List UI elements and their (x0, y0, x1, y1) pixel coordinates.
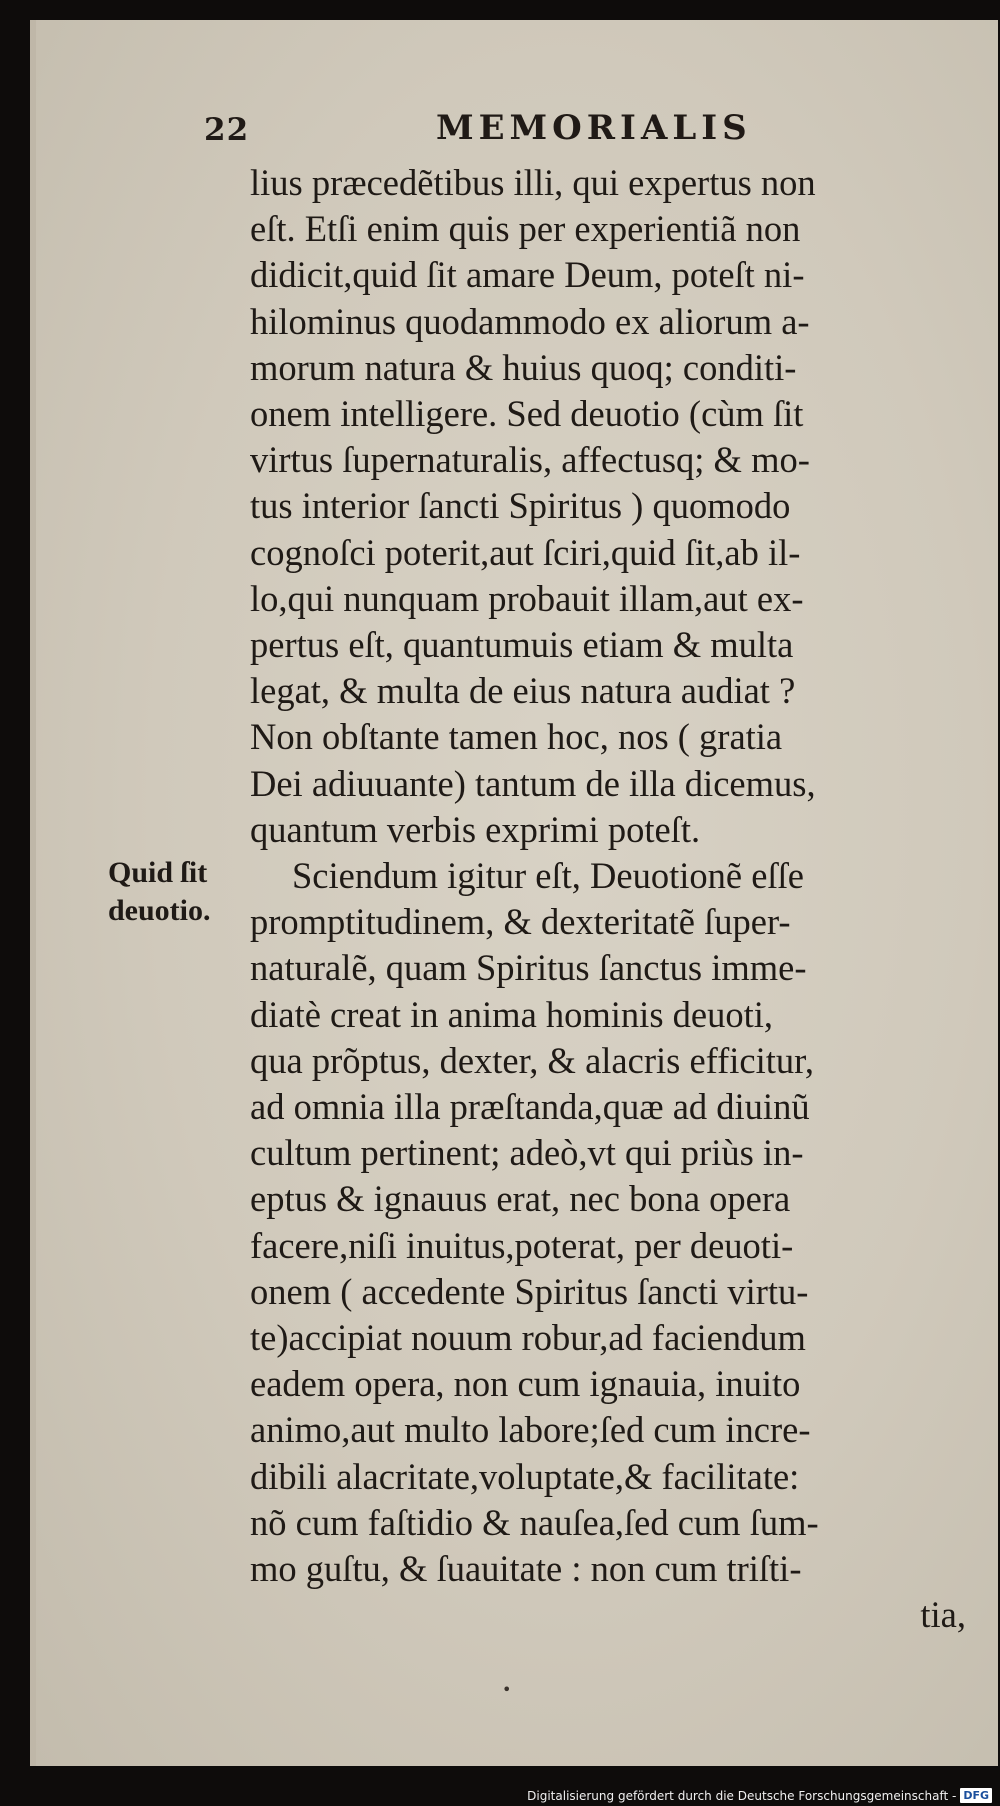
text-line: ad omnia illa præſtanda,quæ ad diuinũ (250, 1086, 810, 1128)
text-line: tus interior ſancti Spiritus ) quomodo (250, 485, 791, 527)
text-line: onem ( accedente Spiritus ſancti virtu- (250, 1270, 809, 1312)
text-line: Dei adiuuante) tantum de illa dicemus, (250, 762, 816, 804)
text-line: nõ cum faſtidio & nauſea,ſed cum ſum- (250, 1501, 819, 1543)
running-head: MEMORIALIS (436, 108, 752, 148)
text-line: mo guſtu, & ſuauitate : non cum triſti- (250, 1548, 802, 1590)
text-line: pertus eſt, quantumuis etiam & multa (250, 624, 794, 666)
text-line: lo,qui nunquam probauit illam,aut ex- (250, 577, 804, 619)
text-line: diatè creat in anima hominis deuoti, (250, 993, 774, 1035)
text-line: eptus & ignauus erat, nec bona opera (250, 1178, 791, 1220)
text-line: eſt. Etſi enim quis per experientiã non (250, 208, 801, 250)
margin-note-line: deuotio. (108, 894, 211, 927)
footer-credit: Digitalisierung gefördert durch die Deutsche Forschungsgemeinschaft - (527, 1788, 957, 1803)
text-line: Non obſtante tamen hoc, nos ( gratia (250, 716, 783, 758)
book-page (30, 20, 998, 1766)
text-line: promptitudinem, & dexteritatẽ ſuper- (250, 901, 791, 943)
text-line: qua prõptus, dexter, & alacris efficitur, (250, 1039, 814, 1081)
text-line: onem intelligere. Sed deuotio (cùm ſit (250, 393, 804, 435)
text-line: legat, & multa de eius natura audiat ? (250, 670, 796, 712)
text-line: te)accipiat nouum robur,ad faciendum (250, 1317, 806, 1359)
text-line: hilominus quodammodo ex aliorum a- (250, 300, 810, 342)
text-line: Sciendum igitur eſt, Deuotionẽ eſſe (292, 855, 804, 897)
text-line: naturalẽ, quam Spiritus ſanctus imme- (250, 947, 807, 989)
text-line: didicit,quid ſit amare Deum, poteſt ni- (250, 254, 805, 296)
text-line: quantum verbis exprimi poteſt. (250, 808, 701, 850)
margin-note (108, 854, 248, 930)
catchword: tia, (920, 1594, 966, 1636)
signature-mark: • (502, 1680, 512, 1699)
text-line: animo,aut multo labore;ſed cum incre- (250, 1409, 811, 1451)
text-line: cultum pertinent; adeò,vt qui priùs in- (250, 1132, 804, 1174)
text-line: cognoſci poterit,aut ſciri,quid ſit,ab il- (250, 531, 801, 573)
margin-note-line: Quid ſit (108, 856, 208, 889)
text-line: eadem opera, non cum ignauia, inuito (250, 1363, 801, 1405)
body-text (250, 160, 966, 1639)
dfg-logo-icon: DFG (960, 1788, 992, 1803)
text-line: lius præcedẽtibus illi, qui expertus non (250, 162, 816, 203)
digitization-footer (527, 1788, 992, 1803)
text-line: virtus ſupernaturalis, affectusq; & mo- (250, 439, 810, 481)
page-number: 22 (204, 112, 250, 148)
text-line: dibili alacritate,voluptate,& facilitate: (250, 1455, 800, 1497)
text-line: facere,niſi inuitus,poterat, per deuoti- (250, 1224, 794, 1266)
text-line: morum natura & huius quoq; conditi- (250, 346, 797, 388)
